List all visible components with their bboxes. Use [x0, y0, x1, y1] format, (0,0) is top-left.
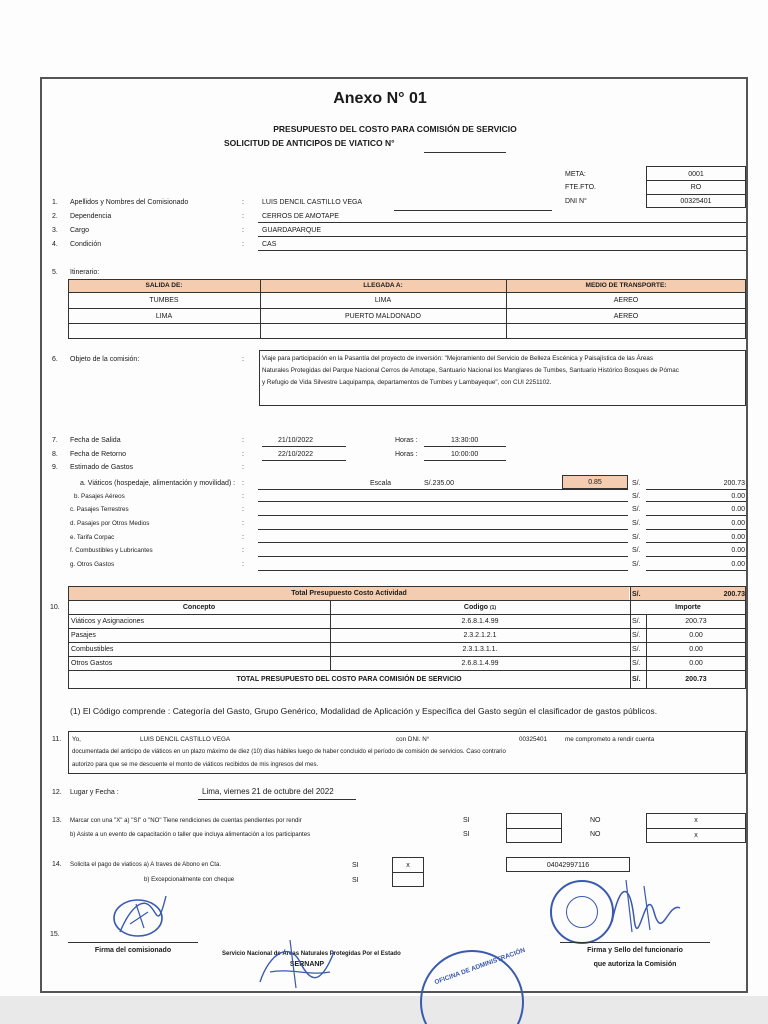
field-line	[258, 236, 746, 237]
colon: :	[242, 520, 244, 527]
currency-label: S/.	[632, 632, 641, 639]
sernanp-seal-text: Servicio Nacional de Áreas Naturales Protegidas Por el Estado	[222, 951, 401, 957]
currency-label: S/.	[632, 480, 641, 487]
commission-purpose-text: y Refugio de Vida Silvestre Laquipampa, departamentos de Tumbes y Lambayeque", con CUI 2251102.	[262, 379, 552, 386]
table-rule	[506, 279, 507, 339]
commitment-text: documentada del anticipo de viáticos en un plazo máximo de diez (10) días hábiles luego de haber concluido el período de comisión de servicios. Caso contrario	[72, 748, 506, 755]
field-line	[258, 501, 628, 502]
item-number: 12.	[52, 789, 62, 796]
colon: :	[242, 506, 244, 513]
official-signature	[606, 872, 686, 942]
condition-value: CAS	[262, 241, 277, 248]
item-number: 4.	[52, 241, 58, 248]
payment-deposit-mark: x	[406, 862, 410, 869]
code-cell: 2.3.1.3.1.1.	[462, 646, 498, 653]
training-event-question: b) Asiste a un evento de capacitación o taller que incluya alimentación a los participantes	[70, 831, 311, 838]
position-label: Cargo	[70, 227, 90, 234]
dni-label: DNI N°	[565, 198, 587, 205]
field-line	[258, 542, 628, 543]
commitment-dni: 00325401	[519, 736, 548, 743]
no-mark-b: x	[694, 832, 698, 839]
item-number: 3.	[52, 227, 58, 234]
commitment-dni-label: con DNI. N°	[396, 736, 430, 743]
code-footnote-marker: (1)	[489, 605, 497, 611]
field-line	[258, 222, 746, 223]
meta-label: META:	[565, 171, 586, 178]
signature-line	[68, 942, 198, 943]
code-footnote: (1) El Código comprende : Categoría del Gasto, Grupo Genérico, Modalidad de Aplicación y Específica del Gasto según el clasificador de gastos públicos.	[70, 706, 658, 716]
table-rule	[646, 828, 746, 829]
expense-value: 0.00	[731, 506, 745, 513]
currency-label: S/.	[632, 520, 641, 527]
itinerary-cell: PUERTO MALDONADO	[345, 313, 421, 320]
expense-value: 200.73	[723, 480, 745, 487]
colon: :	[242, 356, 244, 363]
place-date-value: Lima, viernes 21 de octubre del 2022	[202, 787, 334, 796]
concept-cell: Viáticos y Asignaciones	[71, 618, 145, 625]
table-rule	[68, 292, 746, 293]
item-number: 1.	[52, 199, 58, 206]
commissioner-signature	[100, 888, 180, 948]
table-rule	[68, 600, 746, 601]
commitment-text: autorizo para que se me descuente el monto de viáticos recibidos de mis ingresos del mes.	[72, 761, 319, 768]
item-number: 7.	[52, 437, 58, 444]
expense-item-label: a. Viáticos (hospedaje, alimentación y movilidad) :	[80, 480, 236, 487]
currency-label: S/.	[632, 561, 641, 568]
signature-stroke	[260, 952, 334, 982]
payment-cheque-label: b) Excepcionalmente con cheque	[144, 876, 235, 883]
seal-emblem-icon	[566, 896, 598, 928]
place-date-label: Lugar y Fecha :	[70, 789, 119, 796]
table-rule	[506, 828, 562, 829]
form-frame	[40, 77, 748, 993]
yes-label: SI	[463, 817, 470, 824]
item-number: 8.	[52, 451, 58, 458]
expense-value: 0.00	[731, 561, 745, 568]
commitment-yo: Yo,	[72, 736, 81, 743]
field-line	[424, 446, 506, 447]
expense-value: 0.00	[731, 520, 745, 527]
total-budget-label: Total Presupuesto Costo Actividad	[291, 590, 407, 597]
currency-label: S/.	[632, 591, 641, 598]
colon: :	[242, 437, 244, 444]
field-line	[258, 515, 628, 516]
administration-stamp-text: OFICINA DE ADMINISTRACIÓN	[433, 946, 527, 987]
meta-divider	[646, 180, 746, 181]
itinerary-cell: LIMA	[374, 297, 392, 304]
expense-value: 0.00	[731, 493, 745, 500]
dependency-label: Dependencia	[70, 213, 112, 220]
amount-cell: 200.73	[685, 618, 707, 625]
colon: :	[242, 451, 244, 458]
no-label: NO	[590, 831, 601, 838]
fte-label: FTE.FTO.	[565, 184, 596, 191]
fte-value: RO	[690, 184, 702, 191]
field-line	[646, 501, 746, 502]
field-line	[258, 489, 628, 490]
expense-item-label: f. Combustibles y Lubricantes	[70, 547, 153, 554]
form-subtitle: PRESUPUESTO DEL COSTO PARA COMISIÓN DE SERVICIO	[273, 124, 517, 134]
commitment-phrase: me comprometo a rendir cuenta	[565, 736, 655, 743]
hours-label: Horas :	[395, 451, 418, 458]
commission-purpose-label: Objeto de la comisión:	[70, 356, 140, 363]
expense-estimate-label: Estimado de Gastos	[70, 464, 134, 471]
signature-stroke	[626, 880, 650, 932]
condition-label: Condición	[70, 241, 102, 248]
approver-signature-label: que autoriza la Comisión	[593, 961, 677, 968]
itinerary-header-to: LLEGADA A:	[363, 282, 403, 289]
currency-label: S/.	[632, 618, 641, 625]
pending-reports-question: Marcar con una "X" a) "SI" o "NO" Tiene rendiciones de cuentas pendientes por rendir	[70, 817, 302, 824]
return-date-label: Fecha de Retorno	[70, 451, 127, 458]
field-line	[258, 556, 628, 557]
currency-label: S/.	[632, 660, 641, 667]
account-number: 04042997116	[546, 862, 590, 869]
table-rule	[68, 670, 746, 671]
no-label: NO	[590, 817, 601, 824]
field-line	[258, 529, 628, 530]
item-number: 11.	[52, 736, 62, 743]
sernanp-seal-name: SERNANP	[289, 961, 325, 968]
field-line	[646, 529, 746, 530]
return-date-value: 22/10/2022	[278, 451, 314, 458]
yes-label: SI	[352, 862, 359, 869]
itinerary-header-from: SALIDA DE:	[145, 282, 183, 289]
field-line	[258, 250, 746, 251]
commissioner-name-value: LUIS DENCIL CASTILLO VEGA	[262, 199, 363, 206]
viatico-request-label: SOLICITUD DE ANTICIPOS DE VIATICO N°	[224, 138, 395, 148]
expense-item-label: d. Pasajes por Otros Medios	[70, 520, 150, 527]
commissioner-signature-label: Firma del comisionado	[94, 947, 172, 954]
hours-label: Horas :	[395, 437, 418, 444]
concept-cell: Otros Gastos	[71, 660, 113, 667]
colon: :	[242, 493, 244, 500]
item-number: 13.	[52, 817, 62, 824]
expense-item-label: c. Pasajes Terrestres	[70, 506, 129, 513]
expense-item-label: e. Tarifa Corpac	[70, 534, 115, 541]
field-line	[258, 570, 628, 571]
signature-stroke	[130, 904, 148, 928]
signature-line	[560, 942, 710, 943]
code-header-label: Codigo	[463, 604, 489, 611]
grand-total-value: 200.73	[685, 676, 707, 683]
departure-date-value: 21/10/2022	[278, 437, 314, 444]
commission-purpose-text: Naturales Protegidas del Parque Nacional Cerros de Amotape, Santuario Nacional los Manglares de Tumbes, Santuario Histórico Bosques de Pómac	[262, 367, 679, 374]
amount-cell: 0.00	[689, 646, 703, 653]
grand-total-label: TOTAL PRESUPUESTO DEL COSTO PARA COMISIÓN DE SERVICIO	[236, 676, 462, 683]
total-budget-value: 200.73	[723, 591, 745, 598]
table-rule	[68, 323, 746, 324]
colon: :	[242, 534, 244, 541]
colon: :	[242, 561, 244, 568]
itinerary-cell: AEREO	[613, 297, 639, 304]
position-value: GUARDAPARQUE	[262, 227, 321, 234]
code-cell: 2.3.2.1.2.1	[463, 632, 497, 639]
signature-stroke	[270, 940, 330, 988]
no-mark-a: x	[694, 817, 698, 824]
field-line	[646, 515, 746, 516]
commitment-name: LUIS DENCIL CASTILLO VEGA	[140, 736, 231, 743]
currency-label: S/.	[632, 676, 641, 683]
field-line	[424, 460, 506, 461]
amount-cell: 0.00	[689, 632, 703, 639]
commissioner-name-label: Apellidos y Nombres del Comisionado	[70, 199, 189, 206]
field-line	[646, 489, 746, 490]
yes-label: SI	[352, 877, 359, 884]
return-time-value: 10:00:00	[451, 451, 479, 458]
field-line	[646, 542, 746, 543]
expense-item-label: g. Otros Gastos	[70, 561, 115, 568]
meta-value: 0001	[688, 171, 704, 178]
expense-item-label: b. Pasajes Aéreos	[74, 493, 125, 500]
official-signature	[250, 932, 340, 992]
commission-purpose-text: Viaje para participación en la Pasantía del proyecto de inversión: "Mejoramiento del Servicio de Belleza Escénica y Paisajística de las Áreas	[262, 355, 653, 362]
meta-divider	[646, 194, 746, 195]
dni-value: 00325401	[680, 198, 712, 205]
currency-label: S/.	[632, 493, 641, 500]
colon: :	[242, 480, 244, 487]
expense-value: 0.00	[731, 547, 745, 554]
table-rule	[630, 586, 631, 689]
table-rule	[68, 614, 746, 615]
itinerary-cell: AEREO	[613, 313, 639, 320]
colon: :	[242, 199, 244, 206]
dependency-value: CERROS DE AMOTAPE	[262, 213, 339, 220]
departure-date-label: Fecha de Salida	[70, 437, 121, 444]
code-header	[330, 603, 630, 613]
itinerary-cell: LIMA	[155, 313, 173, 320]
itinerary-cell: TUMBES	[149, 297, 179, 304]
colon: :	[242, 241, 244, 248]
currency-label: S/.	[632, 646, 641, 653]
departure-time-value: 13:30:00	[451, 437, 479, 444]
item-number: 5.	[52, 269, 58, 276]
table-rule	[392, 872, 424, 873]
table-rule	[68, 308, 746, 309]
item-number: 10.	[50, 604, 60, 611]
itinerary-label: Itinerario:	[70, 269, 100, 276]
item-number: 6.	[52, 356, 58, 363]
viatico-number-line	[424, 152, 506, 153]
amount-cell: 0.00	[689, 660, 703, 667]
item-number: 14.	[52, 861, 62, 868]
field-line	[262, 446, 346, 447]
table-rule	[260, 279, 261, 339]
payment-deposit-label: Solicita el pago de viaticos a) A traves de Abono en Cta.	[70, 861, 222, 868]
field-line	[646, 556, 746, 557]
code-cell: 2.6.8.1.4.99	[461, 660, 499, 667]
scale-label: Escala	[370, 480, 392, 487]
colon: :	[242, 213, 244, 220]
expense-value: 0.00	[731, 534, 745, 541]
concept-cell: Combustibles	[71, 646, 114, 653]
yes-label: SI	[463, 831, 470, 838]
table-rule	[68, 656, 746, 657]
itinerary-header-transport: MEDIO DE TRANSPORTE:	[585, 282, 667, 289]
item-number: 15.	[50, 931, 60, 938]
concept-cell: Pasajes	[71, 632, 96, 639]
code-cell: 2.6.8.1.4.99	[461, 618, 499, 625]
item-number: 9.	[52, 464, 58, 471]
field-line	[262, 460, 346, 461]
concept-header: Concepto	[182, 604, 216, 611]
factor-value: 0.85	[588, 479, 602, 486]
table-rule	[68, 628, 746, 629]
form-title: Anexo N° 01	[333, 90, 427, 107]
colon: :	[242, 227, 244, 234]
currency-label: S/.	[632, 506, 641, 513]
currency-label: S/.	[632, 547, 641, 554]
field-line	[646, 570, 746, 571]
approver-signature-label: Firma y Sello del funcionario	[587, 947, 683, 954]
scale-value: S/.235.00	[424, 480, 454, 487]
colon: :	[242, 547, 244, 554]
field-line	[198, 799, 356, 800]
field-line	[394, 210, 552, 211]
item-number: 2.	[52, 213, 58, 220]
currency-label: S/.	[632, 534, 641, 541]
table-rule	[68, 642, 746, 643]
amount-header: Importe	[675, 604, 701, 611]
colon: :	[242, 464, 244, 471]
